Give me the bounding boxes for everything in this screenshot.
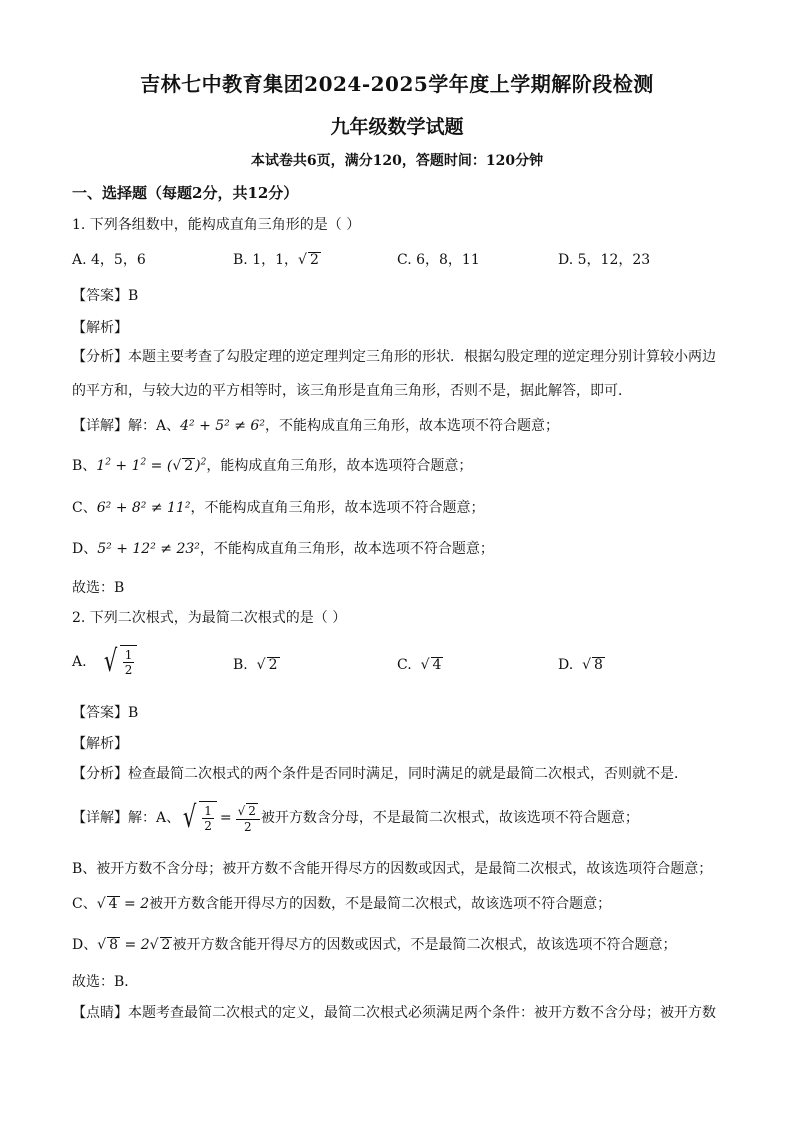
q2-jiexi: 【解析】 — [72, 736, 128, 752]
section-title: 一、选择题（每题2分，共12分） — [72, 184, 299, 202]
q1-detail-a-math: 4² + 5² ≠ 6² — [180, 418, 265, 434]
q1-detail-b: B、$1^2 + 1^2$ = (√ 2 )$^2$，能构成直角三角形，故本选项符合题意； — [72, 457, 473, 474]
q2-option-c: C. √ 4 — [397, 657, 442, 673]
q1-stem: 1. 下列各组数中，能构成直角三角形的是（ ） — [72, 217, 361, 233]
q2-option-d: D. √ 8 — [558, 657, 603, 673]
q1-detail-a-prefix: 【详解】解：A、 — [72, 418, 181, 434]
q2-fenxi: 【分析】检查最简二次根式的两个条件是否同时满足，同时满足的就是最简二次根式，否则就不是． — [72, 766, 688, 782]
q2-choice: 故选：B． — [72, 974, 139, 990]
q1-detail-c-prefix: C、 — [72, 500, 97, 516]
q2-stem: 2. 下列二次根式，为最简二次根式的是（ ） — [72, 610, 347, 626]
q2-option-a: A. √ $\frac{1}{2}$ — [72, 645, 137, 679]
q1-detail-b-prefix: B、 — [72, 458, 97, 474]
q2-option-b-label: B. — [233, 657, 248, 673]
q1-option-d: D. 5，12，23 — [558, 252, 651, 268]
q1-option-b: B. 1，1，√ 2 — [233, 252, 319, 268]
q2-detail-b: B、被开方数不含分母；被开方数不含能开得尽方的因数或因式，是最简二次根式，故该选项符合题意； — [72, 861, 713, 877]
q2-dianjing: 【点睛】本题考查最简二次根式的定义，最简二次根式必须满足两个条件：被开方数不含分母；被开方数 — [72, 1005, 716, 1021]
q2-detail-a-prefix: 【详解】解：A、 — [72, 810, 181, 826]
q2-detail-c-prefix: C、 — [72, 896, 97, 912]
q1-option-b-text: B. 1，1， — [233, 252, 299, 268]
q1-detail-a-text: ，不能构成直角三角形，故本选项不符合题意； — [264, 418, 559, 434]
q2-detail-d: D、√ 8 = 2√ 2 被开方数含能开得尽方的因数或因式，不是最简二次根式，故该选项不符合题意； — [72, 937, 677, 953]
q1-detail-d-text: ，不能构成直角三角形，故本选项不符合题意； — [199, 541, 494, 557]
q1-detail-c-math: 6² + 8² ≠ 11² — [96, 500, 191, 516]
q1-answer: 【答案】B — [72, 288, 139, 304]
exam-subtitle: 九年级数学试题 — [330, 116, 464, 138]
q1-option-b-radicand: 2 — [309, 252, 319, 268]
q1-option-c: C. 6，8，11 — [397, 252, 480, 268]
exam-title: 吉林七中教育集团2024-2025学年度上学期解阶段检测 — [140, 72, 654, 96]
q1-detail-c-text: ，不能构成直角三角形，故本选项不符合题意； — [190, 500, 485, 516]
q2-option-d-label: D. — [558, 657, 574, 673]
q1-detail-d-math: 5² + 12² ≠ 23² — [97, 541, 200, 557]
q1-detail-d — [72, 539, 494, 559]
q2-detail-d-text: 被开方数含能开得尽方的因数或因式，不是最简二次根式，故该选项不符合题意； — [172, 937, 677, 953]
q2-detail-c: C、√ 4 = 2被开方数含能开得尽方的因数，不是最简二次根式，故该选项不符合题意； — [72, 896, 612, 912]
q2-option-c-label: C. — [397, 657, 412, 673]
q2-detail-a-text: 被开方数含分母，不是最简二次根式，故该选项不符合题意； — [260, 810, 639, 826]
q1-fenxi: 【分析】本题主要考查了勾股定理的逆定理判定三角形的形状．根据勾股定理的逆定理分别计算较小两边的平方和，与较大边的平方相等时，该三角形是直角三角形，否则不是，据此解答，即可． — [72, 349, 716, 399]
q1-jiexi: 【解析】 — [72, 320, 128, 336]
q1-option-a: A. 4，5，6 — [72, 252, 146, 268]
q2-detail-a: 【详解】解：A、 √ $\frac{1}{2}$ = $\frac{√ 2}{2}$ 被开方数含分母，不是最简二次根式，故该选项不符合题意； — [72, 800, 639, 835]
q2-detail-d-prefix: D、 — [72, 937, 98, 953]
q2-option-a-label: A. — [72, 654, 87, 670]
q1-detail-a — [72, 416, 559, 436]
q1-detail-c — [72, 498, 484, 518]
exam-info: 本试卷共6页，满分120，答题时间：120分钟 — [250, 153, 544, 169]
q1-detail-d-prefix: D、 — [72, 541, 98, 557]
q2-option-b: B. √ 2 — [233, 657, 278, 673]
q1-detail-b-text: ，能构成直角三角形，故本选项符合题意； — [206, 458, 473, 474]
q2-answer: 【答案】B — [72, 705, 139, 721]
q1-choice: 故选：B — [72, 580, 125, 596]
q2-detail-c-text: 被开方数含能开得尽方的因数，不是最简二次根式，故该选项不符合题意； — [149, 896, 612, 912]
